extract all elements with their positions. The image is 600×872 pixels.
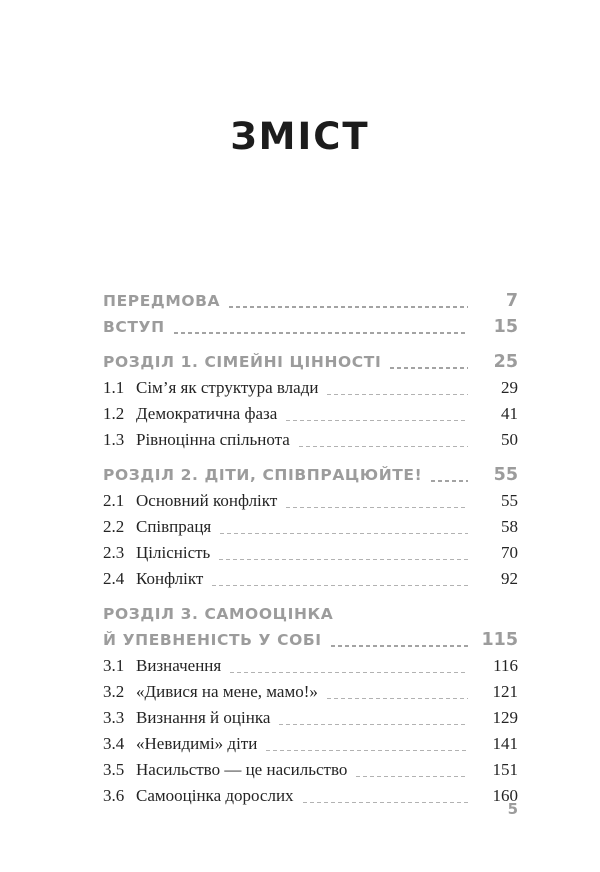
toc-item-label: «Невидимі» діти: [136, 734, 258, 753]
toc-section-row: [103, 462, 518, 488]
dotted-leader: [266, 750, 468, 752]
dotted-leader: [303, 802, 468, 804]
toc-section-row: [103, 349, 518, 375]
toc-item-label: Визнання й оцінка: [136, 708, 271, 727]
dotted-leader: [220, 533, 468, 535]
toc-item-row: [103, 731, 518, 757]
toc-item-row: [103, 514, 518, 540]
toc-section-row: [103, 288, 518, 314]
dotted-leader: [390, 367, 468, 370]
toc-item-row: [103, 566, 518, 592]
toc-item-number: 2.1: [103, 491, 125, 510]
toc-item-row: [103, 783, 518, 809]
toc-section-page-number: 25: [493, 352, 518, 372]
dotted-leader: [327, 394, 468, 396]
dotted-leader: [174, 332, 468, 335]
toc-item-row: [103, 757, 518, 783]
folio-page-number: 5: [507, 800, 518, 818]
toc-section-row: [103, 627, 518, 653]
toc-item-row: [103, 540, 518, 566]
toc-item-page-number: 141: [492, 734, 518, 753]
dotted-leader: [331, 645, 468, 648]
toc-item-page-number: 50: [501, 430, 518, 449]
toc-item-page-number: 129: [492, 708, 518, 727]
dotted-leader: [286, 420, 468, 422]
toc-item-number: 3.4: [103, 734, 125, 753]
toc-section-page-number: 15: [493, 317, 518, 337]
toc-item-label: Конфлікт: [136, 569, 204, 588]
toc-section-label: РОЗДІЛ 2. ДІТИ, СПІВПРАЦЮЙТЕ!: [103, 466, 423, 484]
toc-item-number: 3.2: [103, 682, 125, 701]
toc-item-page-number: 55: [501, 491, 518, 510]
toc-item-page-number: 92: [501, 569, 518, 588]
toc-item-label: Основний конфлікт: [136, 491, 278, 510]
toc-item-label: Визначення: [136, 656, 222, 675]
toc-item-page-number: 116: [493, 656, 518, 675]
toc-section-page-number: 115: [481, 630, 518, 650]
page-title: ЗМІСТ: [230, 115, 370, 158]
dotted-leader: [356, 776, 468, 778]
dotted-leader: [431, 480, 468, 483]
dotted-leader: [229, 306, 468, 309]
toc-item-page-number: 151: [492, 760, 518, 779]
toc-item-number: 1.1: [103, 378, 125, 397]
toc-section-row: [103, 314, 518, 340]
toc-item-row: [103, 401, 518, 427]
toc-item-page-number: 70: [501, 543, 518, 562]
dotted-leader: [286, 507, 468, 509]
toc-item-row: [103, 488, 518, 514]
toc-item-number: 1.2: [103, 404, 125, 423]
toc-item-row: [103, 375, 518, 401]
toc-item-page-number: 41: [501, 404, 518, 423]
toc-item-label: Співпраця: [136, 517, 212, 536]
toc-item-label: Демократична фаза: [136, 404, 278, 423]
toc-section-label: ВСТУП: [103, 318, 165, 336]
dotted-leader: [212, 585, 468, 587]
toc-item-label: «Дивися на мене, мамо!»: [136, 682, 318, 701]
toc-item-label: Самооцінка дорослих: [136, 786, 294, 805]
toc-item-number: 2.2: [103, 517, 125, 536]
toc-item-label: Сім’я як структура влади: [136, 378, 319, 397]
toc-item-row: [103, 653, 518, 679]
toc-item-number: 3.5: [103, 760, 125, 779]
toc-section-label: Й УПЕВНЕНІСТЬ У СОБІ: [103, 631, 322, 649]
toc-section-page-number: 7: [505, 291, 518, 311]
dotted-leader: [299, 446, 468, 448]
toc-item-page-number: 58: [501, 517, 518, 536]
toc-item-number: 3.3: [103, 708, 125, 727]
toc-section-row: [103, 601, 518, 627]
toc-item-page-number: 121: [492, 682, 518, 701]
toc-section-label: ПЕРЕДМОВА: [103, 292, 221, 310]
toc-item-row: [103, 705, 518, 731]
toc-item-page-number: 29: [501, 378, 518, 397]
toc-item-number: 2.4: [103, 569, 125, 588]
toc-item-number: 3.1: [103, 656, 125, 675]
toc-item-page-number: 160: [492, 786, 518, 805]
toc-section-page-number: 55: [493, 465, 518, 485]
toc-section-label: РОЗДІЛ 3. САМООЦІНКА: [103, 605, 334, 623]
toc-item-label: Цілісність: [136, 543, 211, 562]
toc-item-number: 1.3: [103, 430, 125, 449]
toc-section-label: РОЗДІЛ 1. СІМЕЙНІ ЦІННОСТІ: [103, 353, 382, 371]
dotted-leader: [230, 672, 468, 674]
toc-item-label: Насильство — це насильство: [136, 760, 348, 779]
toc-item-row: [103, 679, 518, 705]
dotted-leader: [219, 559, 468, 561]
toc-item-number: 2.3: [103, 543, 125, 562]
toc-item-label: Рівноцінна спільнота: [136, 430, 290, 449]
toc-item-row: [103, 427, 518, 453]
dotted-leader: [279, 724, 468, 726]
toc-item-number: 3.6: [103, 786, 125, 805]
dotted-leader: [327, 698, 468, 700]
toc-list: [103, 288, 518, 809]
